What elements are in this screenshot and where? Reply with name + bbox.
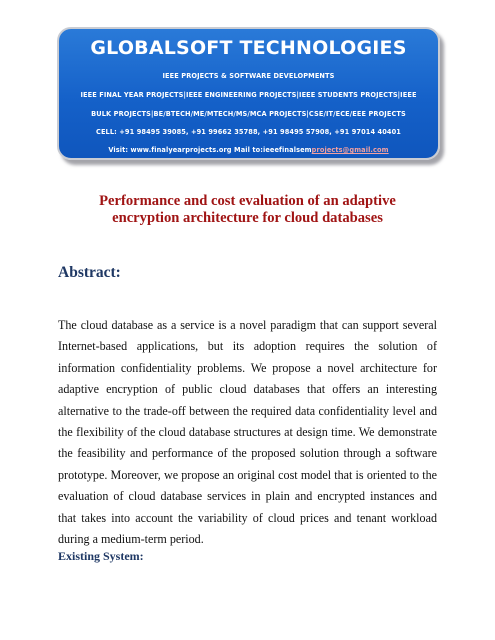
- paper-title-line-1: Performance and cost evaluation of an adaptive: [99, 193, 396, 209]
- abstract-paragraph: The cloud database as a service is a novel paradigm that can support several Internet-based applications, but its adoption requires the solution of information confidentiality problems. We propose a novel architecture for adaptive encryption of public cloud databases that offers an interesting alternative to the trade-off between the required data confidentiality level and the flexibility of the cloud database structures at design time. We demonstrate the feasibility and performance of the proposed solution through a software prototype. Moreover, we propose an original cost model that is oriented to the evaluation of cloud database services in plain and encrypted instances and that takes into account the variability of cloud prices and tenant workload during a medium-term period.: [58, 318, 437, 547]
- banner-projects-line: IEEE FINAL YEAR PROJECTS|IEEE ENGINEERING PROJECTS|IEEE STUDENTS PROJECTS|IEEE: [80, 91, 417, 99]
- banner-contact-line: [59, 146, 438, 154]
- paper-title: [70, 193, 425, 227]
- paper-title-line-2: encryption architecture for cloud databases: [112, 210, 383, 226]
- existing-system-heading: Existing System:: [58, 549, 144, 563]
- banner-tagline: IEEE PROJECTS & SOFTWARE DEVELOPMENTS: [162, 72, 335, 80]
- header-banner: [57, 27, 440, 160]
- banner-bulk-projects-line: BULK PROJECTS|BE/BTECH/ME/MTECH/MS/MCA PROJECTS|CSE/IT/ECE/EEE PROJECTS: [91, 110, 406, 118]
- abstract-heading: Abstract:: [58, 264, 121, 281]
- email-link[interactable]: projects@gmail.com: [311, 146, 389, 154]
- banner-visit-text: Visit: www.finalyearprojects.org Mail to:ieeefinalsem: [108, 146, 312, 154]
- banner-phone-line: CELL: +91 98495 39085, +91 99662 35788, +91 98495 57908, +91 97014 40401: [96, 128, 401, 136]
- company-name: GLOBALSOFT TECHNOLOGIES: [90, 37, 407, 59]
